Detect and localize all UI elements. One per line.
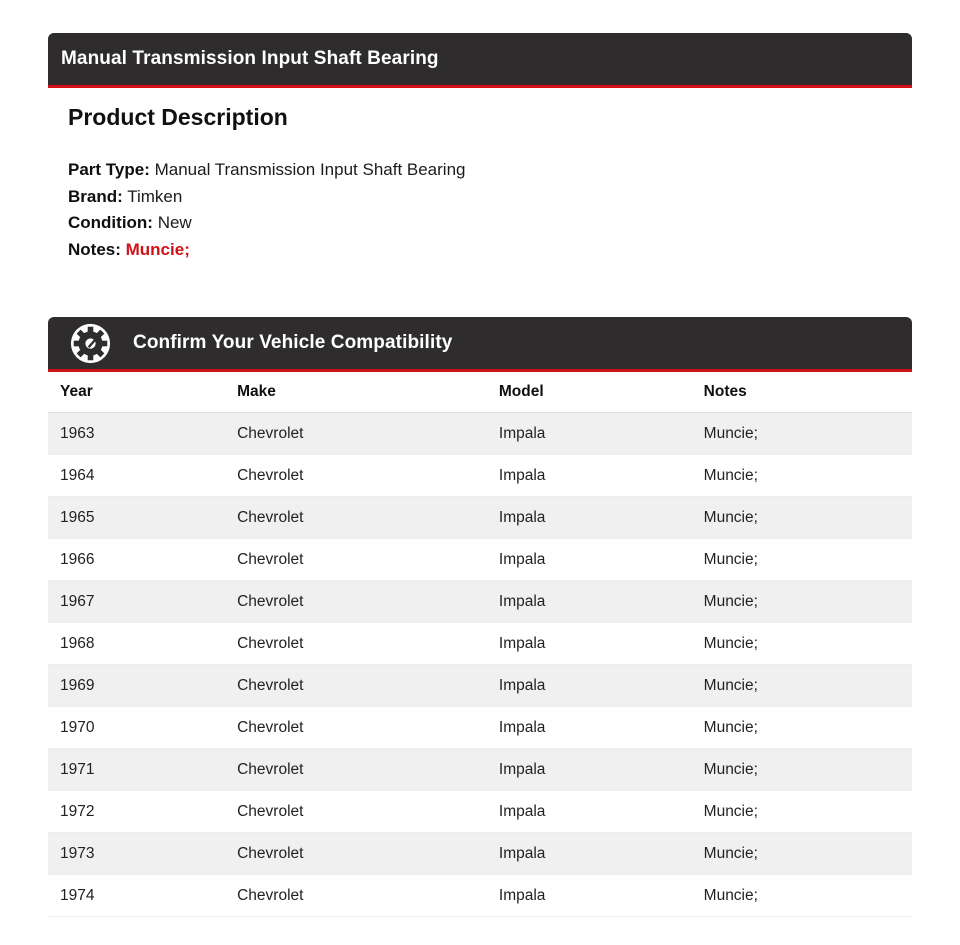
product-field [68, 157, 470, 184]
cell-make: Chevrolet [225, 707, 487, 749]
cell-notes: Muncie; [692, 707, 912, 749]
cell-year: 1967 [48, 581, 225, 623]
cell-notes: Muncie; [692, 623, 912, 665]
product-title: Manual Transmission Input Shaft Bearing [61, 48, 439, 69]
cell-year: 1965 [48, 497, 225, 539]
product-field-label: Part Type: [68, 160, 150, 179]
cell-make: Chevrolet [225, 497, 487, 539]
cell-notes: Muncie; [692, 833, 912, 875]
product-field-value: Manual Transmission Input Shaft Bearing [149, 160, 466, 179]
product-field [68, 237, 470, 264]
cell-year: 1969 [48, 665, 225, 707]
product-details [68, 157, 470, 263]
cell-model: Impala [487, 833, 692, 875]
column-header-make: Make [225, 372, 487, 413]
cell-notes: Muncie; [692, 875, 912, 917]
cell-year: 1970 [48, 707, 225, 749]
table-row [48, 791, 912, 833]
product-field-label: Condition: [68, 213, 153, 232]
product-title-bar [48, 33, 912, 88]
cell-notes: Muncie; [692, 749, 912, 791]
cell-model: Impala [487, 749, 692, 791]
cell-year: 1968 [48, 623, 225, 665]
cell-year: 1972 [48, 791, 225, 833]
table-row [48, 497, 912, 539]
cell-year: 1963 [48, 413, 225, 455]
product-field-label: Notes: [68, 239, 121, 259]
cell-notes: Muncie; [692, 791, 912, 833]
table-row [48, 749, 912, 791]
cell-year: 1971 [48, 749, 225, 791]
cell-model: Impala [487, 707, 692, 749]
cell-model: Impala [487, 497, 692, 539]
table-row [48, 581, 912, 623]
product-field-value: New [152, 213, 192, 232]
cell-notes: Muncie; [692, 497, 912, 539]
compatibility-table-head [48, 372, 912, 413]
cell-model: Impala [487, 665, 692, 707]
cell-make: Chevrolet [225, 455, 487, 497]
cell-make: Chevrolet [225, 665, 487, 707]
cell-year: 1966 [48, 539, 225, 581]
table-row [48, 413, 912, 455]
cell-notes: Muncie; [692, 665, 912, 707]
cell-make: Chevrolet [225, 833, 487, 875]
cell-model: Impala [487, 455, 692, 497]
column-header-notes: Notes [692, 372, 912, 413]
table-row [48, 455, 912, 497]
cell-model: Impala [487, 413, 692, 455]
cell-notes: Muncie; [692, 539, 912, 581]
compatibility-table-body [48, 413, 912, 917]
product-description-section [48, 104, 912, 263]
table-row [48, 665, 912, 707]
product-field-label: Brand: [68, 186, 123, 206]
table-row [48, 875, 912, 917]
product-field-value: Muncie; [120, 239, 190, 259]
cell-make: Chevrolet [225, 791, 487, 833]
cell-model: Impala [487, 791, 692, 833]
compatibility-header-bar [48, 317, 912, 372]
product-field [68, 184, 470, 211]
cell-make: Chevrolet [225, 875, 487, 917]
cell-year: 1974 [48, 875, 225, 917]
cell-model: Impala [487, 623, 692, 665]
cell-notes: Muncie; [692, 413, 912, 455]
cell-make: Chevrolet [225, 539, 487, 581]
table-row [48, 623, 912, 665]
table-row [48, 833, 912, 875]
cell-year: 1973 [48, 833, 225, 875]
table-row [48, 707, 912, 749]
column-header-model: Model [487, 372, 692, 413]
cell-model: Impala [487, 539, 692, 581]
cell-model: Impala [487, 581, 692, 623]
compatibility-heading: Confirm Your Vehicle Compatibility [133, 332, 453, 353]
table-header-row [48, 372, 912, 413]
cell-make: Chevrolet [225, 581, 487, 623]
product-description-heading: Product Description [68, 104, 288, 130]
product-field-value: Timken [122, 186, 183, 206]
column-header-year: Year [48, 372, 225, 413]
compatibility-table [48, 372, 912, 917]
cell-model: Impala [487, 875, 692, 917]
table-row [48, 539, 912, 581]
cell-notes: Muncie; [692, 455, 912, 497]
cell-notes: Muncie; [692, 581, 912, 623]
cell-make: Chevrolet [225, 623, 487, 665]
cell-make: Chevrolet [225, 749, 487, 791]
gear-icon [70, 323, 111, 364]
cell-make: Chevrolet [225, 413, 487, 455]
cell-year: 1964 [48, 455, 225, 497]
product-field [68, 210, 470, 237]
